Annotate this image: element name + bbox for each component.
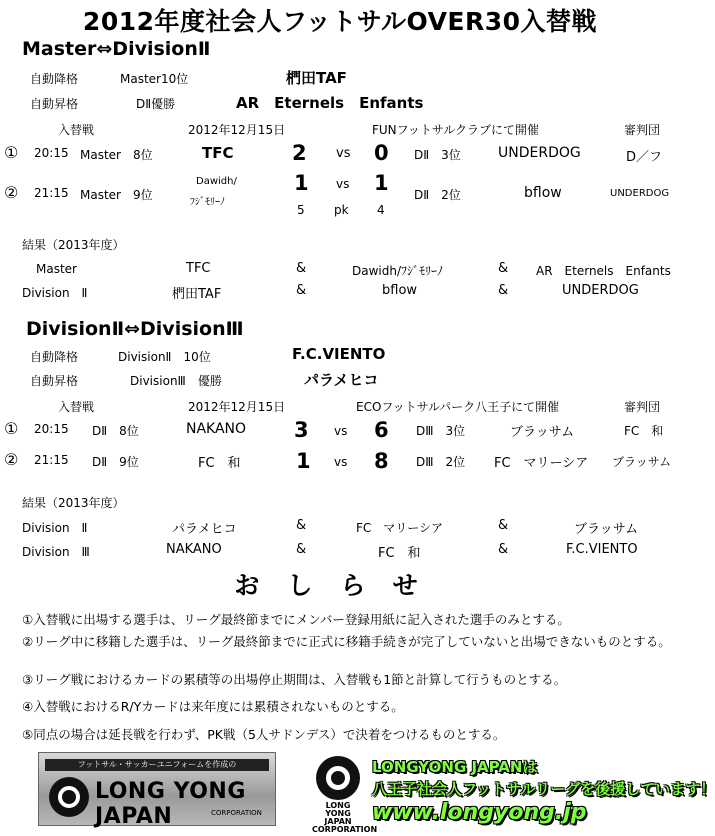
- referee: ブラッサム: [612, 455, 672, 469]
- page-title: 2012年度社会人フットサルOVER30入替戦: [82, 7, 598, 36]
- relegate-label: 自動降格: [30, 350, 79, 364]
- notice-item: ④入替戦におけるR/Yカードは来年度には累積されないものとする。: [22, 699, 404, 714]
- sponsor-slogan-2: 八王子社会人フットサルリーグを後援しています！: [372, 780, 715, 798]
- referee: UNDERDOG: [610, 188, 670, 199]
- result-division: Division Ⅱ: [22, 286, 88, 300]
- section2-heading: DivisionⅡ⇔DivisionⅢ: [26, 318, 244, 340]
- match-label: 入替戦: [58, 400, 95, 414]
- notice-item: ③リーグ戦におけるカードの累積等の出場停止期間は、入替戦も1節と計算して行うものとする。: [22, 672, 567, 687]
- promote-team: AR Eternels Enfants: [236, 94, 424, 112]
- result-team: TFC: [186, 261, 211, 276]
- result-team: F.C.VIENTO: [566, 542, 638, 557]
- score-b: 6: [374, 418, 389, 442]
- team-a-name-line1: Dawidh/: [196, 176, 237, 187]
- longyong-mark-icon: [49, 777, 89, 817]
- team-b-name: UNDERDOG: [498, 145, 581, 161]
- result-team: FC 和: [378, 546, 421, 561]
- match-time: 21:15: [34, 186, 69, 200]
- result-team: NAKANO: [166, 542, 222, 557]
- team-b-rank: DⅡ 2位: [414, 188, 461, 202]
- relegate-label: 自動降格: [30, 72, 79, 86]
- result-team: FC マリーシア: [356, 521, 444, 535]
- sponsor-banner[interactable]: [38, 752, 276, 829]
- result-amp: &: [498, 518, 509, 533]
- result-division: Master: [36, 262, 77, 276]
- result-amp: &: [498, 283, 509, 298]
- match-number: ①: [4, 143, 19, 162]
- notice-item: ②リーグ中に移籍した選手は、リーグ最終節までに正式に移籍手続きが完了していないと出場できないものとする。: [22, 634, 671, 649]
- result-amp: &: [296, 261, 307, 276]
- relegate-rank: DivisionⅡ 10位: [118, 350, 211, 364]
- match-label: 入替戦: [58, 123, 95, 137]
- score-a: 1: [294, 171, 309, 195]
- score-a: 1: [296, 449, 311, 473]
- sponsor-logo-name: LONG YONG JAPAN: [95, 779, 246, 829]
- match-number: ①: [4, 419, 19, 438]
- referee-label: 審判団: [624, 400, 661, 414]
- result-team: パラメヒコ: [172, 522, 237, 537]
- notice-item: ①入替戦に出場する選手は、リーグ最終節までにメンバー登録用紙に記入された選手のみとする。: [22, 612, 570, 627]
- longyong-mark-icon: [316, 756, 360, 800]
- result-division: Division Ⅲ: [22, 545, 90, 559]
- sponsor-slogan-1: LONGYONG JAPANは: [372, 758, 538, 776]
- promote-rank: DivisionⅢ 優勝: [130, 374, 222, 388]
- team-b-rank: DⅢ 3位: [416, 424, 466, 438]
- result-team: UNDERDOG: [562, 283, 639, 298]
- relegate-rank: Master10位: [120, 72, 189, 86]
- result-division: Division Ⅱ: [22, 521, 88, 535]
- team-b-rank: DⅢ 2位: [416, 455, 466, 469]
- vs-label: vs: [336, 177, 350, 191]
- result-team: Dawidh/ﾌｼﾞﾓﾘｰﾉ: [352, 264, 444, 278]
- score-a: 2: [292, 141, 307, 165]
- notices-heading: おしらせ: [234, 571, 446, 600]
- team-b-name: ブラッサム: [510, 425, 575, 440]
- team-a-rank: DⅡ 9位: [92, 455, 139, 469]
- sponsor-mark: [312, 756, 378, 834]
- team-a-rank: Master 8位: [80, 148, 153, 162]
- score-b: 1: [374, 171, 389, 195]
- score-b: 0: [374, 141, 389, 165]
- team-a-name-line2: ﾌｼﾞﾓﾘｰﾉ: [190, 197, 225, 208]
- sponsor-url-link[interactable]: www.longyong.jp: [372, 800, 587, 825]
- promote-label: 自動昇格: [30, 374, 79, 388]
- pk-score-a: 5: [297, 203, 305, 217]
- match-number: ②: [4, 450, 19, 469]
- result-amp: &: [498, 261, 509, 276]
- result-amp: &: [498, 542, 509, 557]
- score-a: 3: [294, 418, 309, 442]
- pk-score-b: 4: [377, 203, 385, 217]
- team-a-rank: DⅡ 8位: [92, 424, 139, 438]
- team-a-name: TFC: [202, 144, 234, 162]
- notice-item: ⑤同点の場合は延長戦を行わず、PK戦（5人サドンデス）で決着をつけるものとする。: [22, 727, 506, 742]
- promote-label: 自動昇格: [30, 97, 79, 111]
- team-a-name: NAKANO: [186, 421, 247, 437]
- team-b-name: FC マリーシア: [494, 456, 589, 471]
- result-label: 結果（2013年度）: [22, 238, 125, 252]
- promote-team: パラメヒコ: [304, 371, 379, 389]
- vs-label: vs: [334, 424, 348, 438]
- result-team: ブラッサム: [574, 522, 639, 537]
- match-time: 20:15: [34, 422, 69, 436]
- referee-label: 審判団: [624, 123, 661, 137]
- relegate-team: F.C.VIENTO: [292, 345, 386, 363]
- sponsor-logo-corp: CORPORATION: [211, 809, 262, 817]
- result-amp: &: [296, 283, 307, 298]
- section1-heading: Master⇔DivisionⅡ: [22, 38, 211, 60]
- result-team: 椚田TAF: [172, 287, 222, 302]
- relegate-team: 椚田TAF: [286, 69, 347, 87]
- match-date: 2012年12月15日: [188, 123, 286, 137]
- score-b: 8: [374, 449, 389, 473]
- result-label: 結果（2013年度）: [22, 496, 125, 510]
- match-time: 21:15: [34, 453, 69, 467]
- match-time: 20:15: [34, 146, 69, 160]
- sponsor-mark-text: LONG YONG JAPAN CORPORATION: [312, 801, 378, 834]
- referee: D／フ: [626, 150, 663, 165]
- result-amp: &: [296, 542, 307, 557]
- team-a-rank: Master 9位: [80, 188, 153, 202]
- team-a-name: FC 和: [198, 456, 241, 471]
- sponsor-banner-caption: フットサル・サッカーユニフォームを作成の: [45, 759, 269, 771]
- vs-label: vs: [336, 146, 351, 161]
- promote-rank: DⅡ優勝: [136, 97, 176, 111]
- vs-label: vs: [334, 455, 348, 469]
- referee: FC 和: [624, 424, 664, 438]
- match-venue: ECOフットサルパーク八王子にて開催: [356, 400, 560, 414]
- result-team: bflow: [382, 283, 418, 298]
- team-b-rank: DⅡ 3位: [414, 148, 461, 162]
- match-venue: FUNフットサルクラブにて開催: [372, 123, 539, 137]
- result-team: AR Eternels Enfants: [536, 264, 671, 278]
- result-amp: &: [296, 518, 307, 533]
- team-b-name: bflow: [524, 185, 562, 201]
- pk-label: pk: [334, 203, 349, 217]
- match-date: 2012年12月15日: [188, 400, 286, 414]
- match-number: ②: [4, 183, 19, 202]
